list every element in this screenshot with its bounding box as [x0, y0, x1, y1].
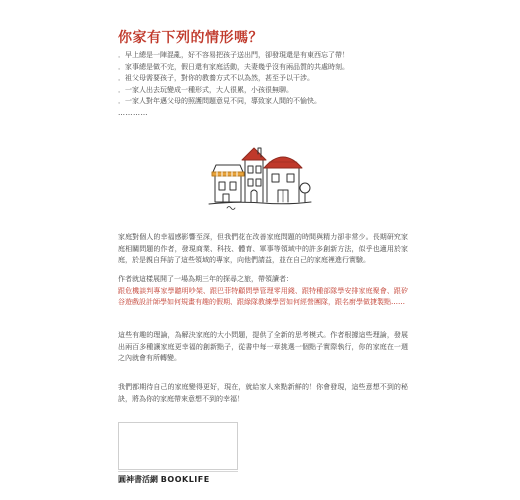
- footer-logo-text: BOOKLIFE: [160, 475, 210, 484]
- footer-brand[interactable]: [118, 474, 210, 485]
- page-title: 你家有下列的情形嗎？: [118, 30, 263, 46]
- paragraph-theory: 這些有趣的理論，為解決家庭的大小問題，提供了全新的思考模式。作者根據這些理論，發展出兩百多種讓家庭更幸福的創新點子，從書中每一章挑選一個點子實際執行，你的家庭在一週之內就會有所轉變。: [118, 331, 408, 362]
- ellipsis: …………: [118, 108, 148, 117]
- list-item: ．早上總是一陣混亂，好不容易把孩子送出門，卻發現還是有東西忘了帶！: [118, 51, 349, 59]
- paragraph-closing: 我們都期待自己的家庭變得更好，現在，就給家人來點新鮮的！你會發現，這些意想不到的秘訣，將為你的家庭帶來意想不到的幸福！: [118, 383, 408, 403]
- journey-highlight: 跟危機談判專家學聽明吵架、跟巴菲特顧問學管理零用錢、跟特種部隊學安排家庭聚會、跟矽谷遊戲設計師學如何規畫有趣的假期、跟綠隊教練學習如何經營團隊，跟名廚學做捷製點……: [118, 286, 408, 306]
- footer-name: 圓神書活網: [118, 474, 158, 484]
- book-cover-placeholder: [118, 422, 238, 470]
- list-item: ．家事總是做不完，假日還有家庭活動，夫妻幾乎沒有兩品質的共處時刻。: [118, 62, 349, 71]
- paragraph-intro: 家庭對個人的幸福感影響至深，但我們花在改善家庭問題的時間與精力卻非常少。長期研究家庭相關問題的作者，發現商業、科技、體育、軍事等領域中的許多創新方法，似乎也適用於家庭，於是親自拜訪了這些領域的專家，向他們請益，並在自己的家庭裡進行實驗。: [118, 233, 408, 264]
- list-item: ．一家人出去玩變成一種形式，大人很累，小孩很無聊。: [118, 85, 293, 94]
- paragraph-journey: [118, 274, 408, 309]
- village-houses-illustration: [207, 138, 313, 214]
- situation-list: [118, 50, 418, 119]
- list-item: ．祖父母需要孩子，對你的教養方式不以為然，甚至予以干涉。: [118, 74, 314, 82]
- list-item: ．一家人對年邁父母的照護問題意見不同，導致家人間的不愉快。: [118, 97, 321, 105]
- footer-divider: [118, 471, 238, 472]
- journey-lead: 作者就這樣展開了一場為期三年的探尋之旅，帶領讀者：: [118, 275, 293, 283]
